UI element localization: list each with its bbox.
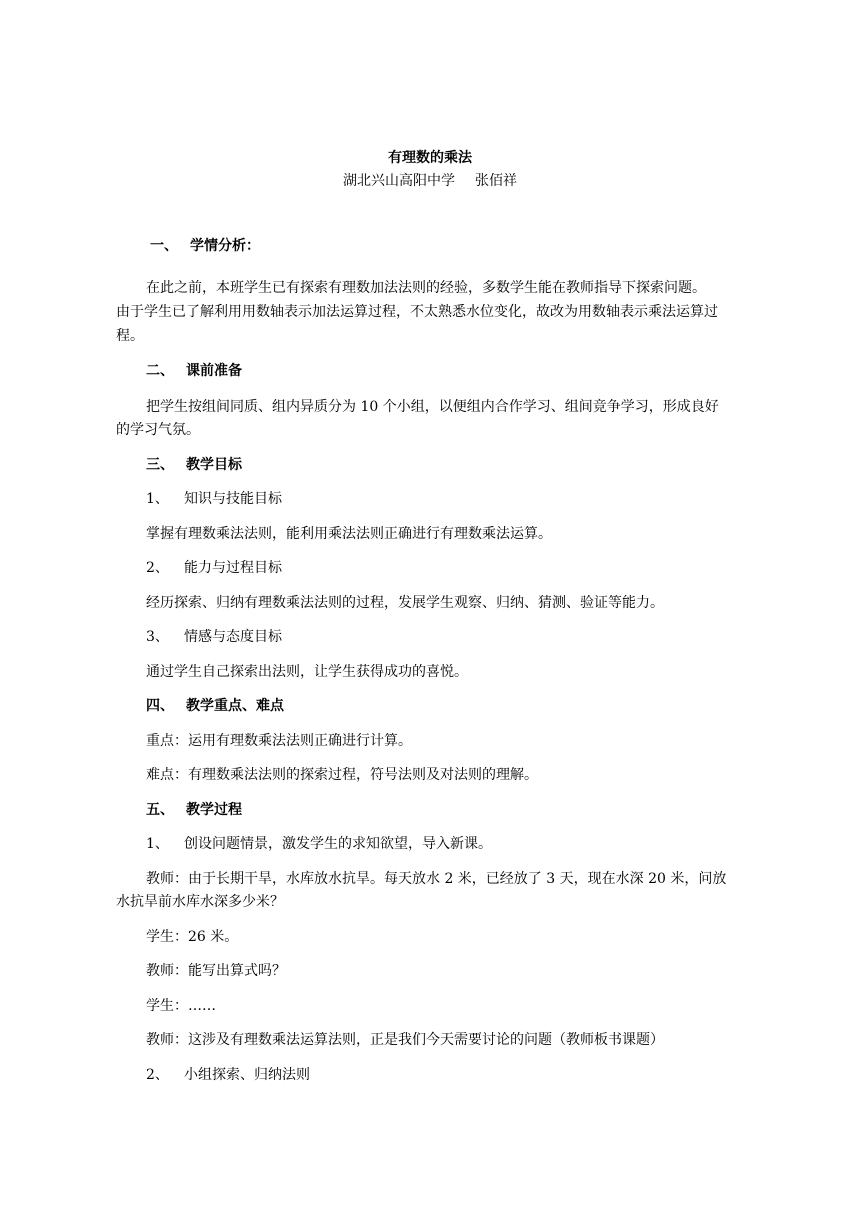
goal-title: 能力与过程目标 — [184, 560, 282, 576]
document-title: 有理数的乘法 — [388, 150, 472, 166]
section-heading-teaching-goals — [146, 455, 242, 475]
section-heading-preparation — [146, 361, 242, 381]
section-title: 教学目标 — [186, 457, 242, 473]
paragraph-line: 把学生按组间同质、组内异质分为 10 个小组，以便组内合作学习、组间竞争学习，形成良好 — [146, 399, 719, 415]
goal-heading-knowledge — [146, 489, 282, 509]
section-heading-key-points — [146, 696, 284, 716]
goal-heading-ability — [146, 558, 282, 578]
paragraph-line: 学生：26 米。 — [146, 929, 239, 945]
section-title: 课前准备 — [186, 363, 242, 379]
paragraph-line: 教师：能写出算式吗？ — [146, 963, 286, 979]
section-number: 五、 — [146, 802, 174, 818]
section-title: 教学重点、难点 — [186, 698, 284, 714]
paragraph-line: 学生：…… — [146, 998, 216, 1014]
paragraph-line: 教师：由于长期干旱，水库放水抗旱。每天放水 2 米，已经放了 3 天，现在水深 20 米，问放 — [146, 871, 727, 887]
step-heading-explore — [146, 1065, 310, 1085]
paragraph-line: 难点：有理数乘法法则的探索过程，符号法则及对法则的理解。 — [146, 767, 538, 783]
paragraph-line: 通过学生自己探索出法则，让学生获得成功的喜悦。 — [146, 664, 468, 680]
step-number: 2、 — [146, 1067, 169, 1083]
document-byline — [0, 171, 860, 191]
section-heading-learning-analysis — [150, 236, 260, 256]
goal-number: 2、 — [146, 560, 169, 576]
goal-title: 知识与技能目标 — [184, 491, 282, 507]
section-number: 二、 — [146, 363, 174, 379]
paragraph-line: 在此之前，本班学生已有探索有理数加法法则的经验，多数学生能在教师指导下探索问题。 — [146, 280, 706, 296]
goal-number: 1、 — [146, 491, 169, 507]
step-title: 小组探索、归纳法则 — [184, 1067, 310, 1083]
goal-title: 情感与态度目标 — [184, 629, 282, 645]
paragraph-line: 经历探索、归纳有理数乘法法则的过程，发展学生观察、归纳、猜测、验证等能力。 — [146, 595, 664, 611]
goal-heading-emotion — [146, 627, 282, 647]
paragraph-line: 由于学生已了解利用用数轴表示加法运算过程，不太熟悉水位变化，故改为用数轴表示乘法运算过 — [116, 304, 718, 320]
paragraph-line: 的学习气氛。 — [116, 422, 200, 438]
paragraph-line: 程。 — [116, 328, 144, 344]
paragraph-line: 重点：运用有理数乘法法则正确进行计算。 — [146, 733, 412, 749]
section-title: 学情分析： — [190, 238, 260, 254]
section-number: 一、 — [150, 238, 178, 254]
section-number: 三、 — [146, 457, 174, 473]
goal-number: 3、 — [146, 629, 169, 645]
paragraph-line: 教师：这涉及有理数乘法运算法则，正是我们今天需要讨论的问题（教师板书课题） — [146, 1032, 664, 1048]
section-title: 教学过程 — [186, 802, 242, 818]
paragraph-line: 掌握有理数乘法法则，能利用乘法法则正确进行有理数乘法运算。 — [146, 526, 552, 542]
step-heading-intro — [146, 834, 492, 854]
section-heading-teaching-process — [146, 800, 242, 820]
section-number: 四、 — [146, 698, 174, 714]
step-title: 创设问题情景，激发学生的求知欲望，导入新课。 — [184, 836, 492, 852]
school-name: 湖北兴山高阳中学 — [343, 173, 455, 189]
step-number: 1、 — [146, 836, 169, 852]
paragraph-line: 水抗旱前水库水深多少米？ — [116, 894, 284, 910]
author-name: 张佰祥 — [475, 173, 517, 189]
